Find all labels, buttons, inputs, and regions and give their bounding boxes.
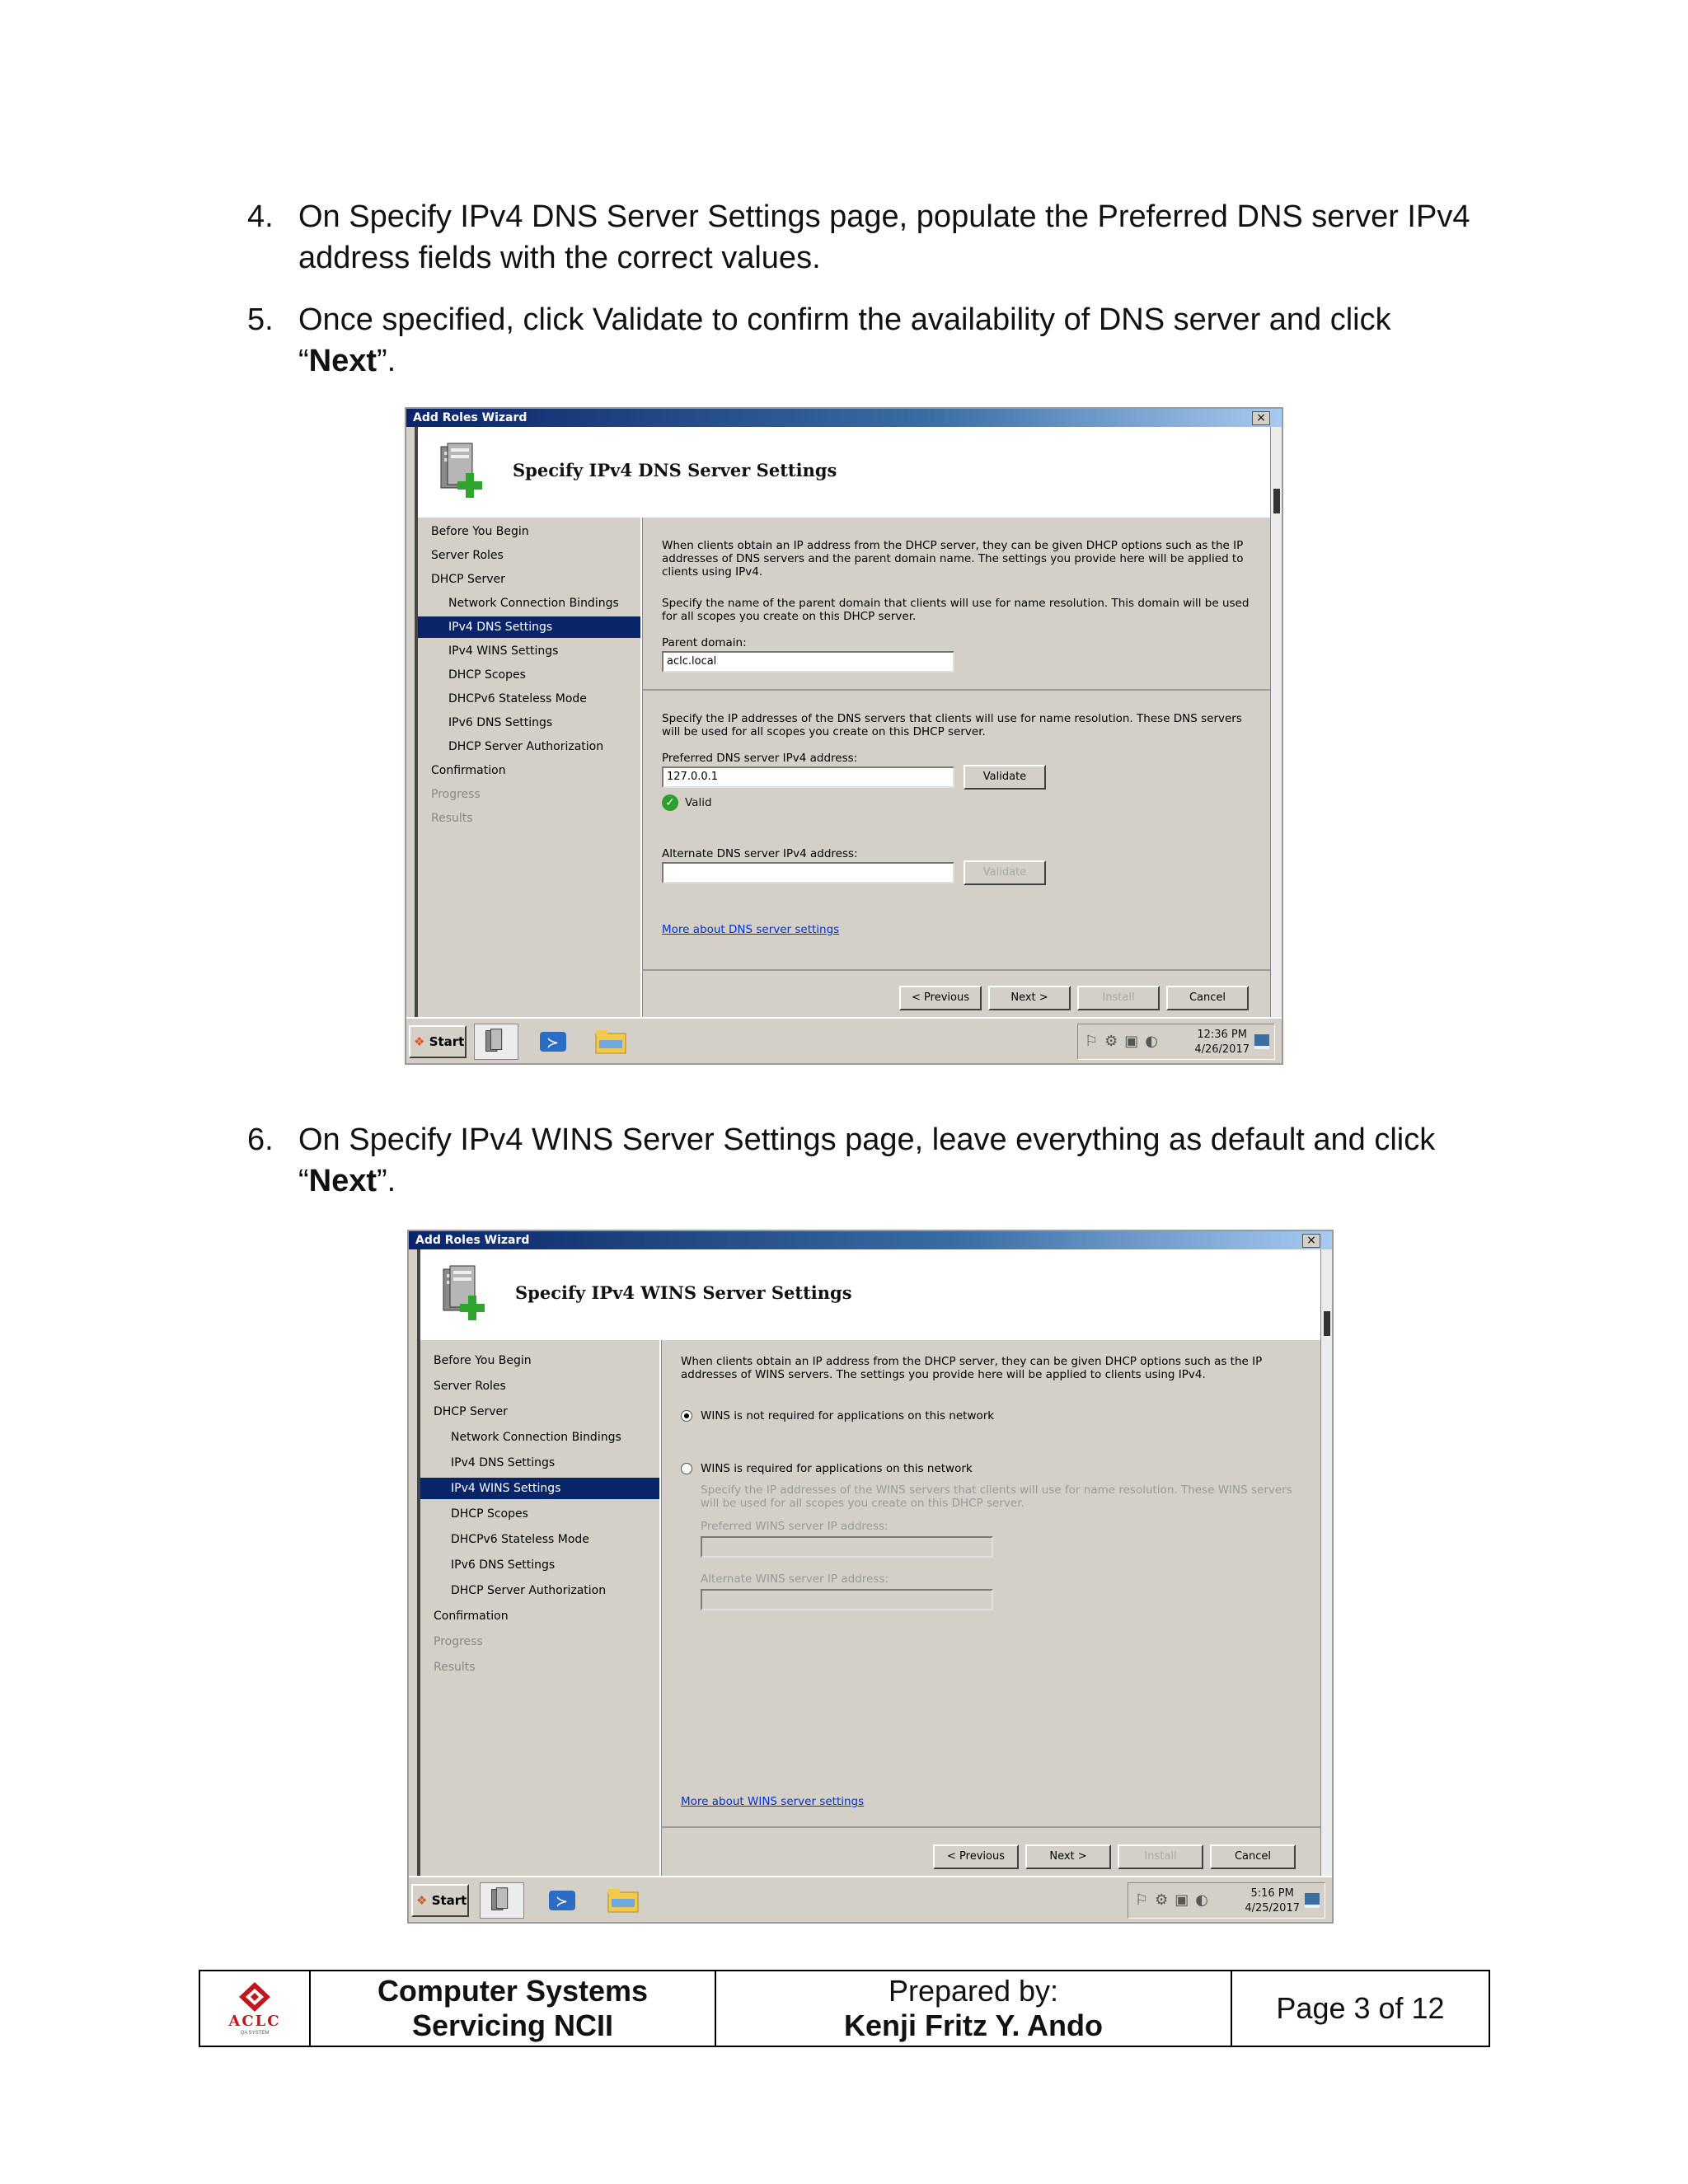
window-title-bar	[406, 409, 1282, 427]
start-button[interactable]: ❖ Start	[411, 1884, 469, 1917]
wizard-header	[415, 427, 1270, 518]
step-6	[247, 1119, 1484, 1202]
divider	[642, 969, 1270, 971]
parent-domain-input[interactable]: aclc.local	[662, 651, 954, 673]
parent-domain-description: Specify the name of the parent domain that clients will use for name resolution. This domain will be used for all scopes you create on this DHCP server.	[662, 597, 1250, 623]
previous-button[interactable]: < Previous	[933, 1844, 1019, 1869]
step-text: On Specify IPv4 DNS Server Settings page, populate the Preferred DNS server IPv4 address fields with the correct values.	[298, 199, 1470, 275]
wins-description: Specify the IP addresses of the WINS servers that clients will use for name resolution. These WINS servers will be used for all scopes you create on this DHCP server.	[701, 1483, 1292, 1510]
next-emphasis: Next	[308, 1164, 377, 1198]
prepared-name: Kenji Fritz Y. Ando	[843, 2008, 1103, 2042]
scrollbar[interactable]	[1270, 427, 1282, 1017]
page-title: Specify IPv4 WINS Server Settings	[515, 1282, 852, 1303]
course-title-cell	[311, 1971, 716, 2046]
radio-icon[interactable]	[681, 1463, 692, 1474]
svg-text:≻: ≻	[556, 1893, 569, 1910]
nav-item: Results	[431, 812, 473, 825]
intro-text: When clients obtain an IP address from the DHCP server, they can be given DHCP options such as the IP addresses of DNS servers and the parent domain name. The settings you provide here will be applied to clients using IPv4.	[662, 539, 1244, 579]
nav-item[interactable]: DHCP Server Authorization	[448, 740, 604, 753]
validate-button-disabled: Validate	[964, 860, 1046, 885]
nav-item[interactable]: IPv4 WINS Settings	[448, 644, 559, 658]
dns-description: Specify the IP addresses of the DNS servers that clients will use for name resolution. These DNS servers will be used for all scopes you create on this DHCP server.	[662, 712, 1242, 738]
step-number: 4.	[247, 199, 274, 234]
show-desktop-icon[interactable]	[1254, 1034, 1269, 1049]
more-info-link[interactable]: More about DNS server settings	[662, 923, 840, 936]
powershell-icon[interactable]	[530, 1024, 574, 1060]
divider	[642, 689, 1270, 691]
server-add-icon	[436, 442, 487, 499]
step-text: Once specified, click Validate to confirm the availability of DNS server and click “Next”.	[298, 302, 1391, 378]
install-button: Install	[1118, 1844, 1203, 1869]
nav-item[interactable]: DHCPv6 Stateless Mode	[451, 1533, 589, 1546]
nav-item[interactable]: IPv4 DNS Settings	[451, 1456, 556, 1469]
clock[interactable]: 12:36 PM 4/26/2017	[1194, 1029, 1250, 1056]
preferred-dns-input[interactable]: 127.0.0.1	[662, 766, 954, 788]
windows-flag-icon: ❖	[414, 1034, 425, 1049]
valid-status: ✓ Valid	[662, 794, 712, 811]
page-title: Specify IPv4 DNS Server Settings	[513, 460, 837, 480]
button-row	[933, 1843, 1304, 1871]
wizard-content	[640, 518, 1270, 1017]
install-button: Install	[1077, 986, 1160, 1010]
nav-item[interactable]: DHCP Server	[431, 573, 505, 586]
nav-item[interactable]: DHCP Scopes	[448, 668, 526, 682]
nav-item: Progress	[434, 1635, 483, 1648]
dns-settings-screenshot	[405, 407, 1283, 1065]
next-button[interactable]: Next >	[1025, 1844, 1111, 1869]
nav-item-selected[interactable]: IPv4 DNS Settings	[418, 616, 640, 638]
explorer-folder-icon[interactable]	[600, 1882, 645, 1919]
nav-item[interactable]: IPv6 DNS Settings	[448, 716, 553, 729]
nav-item-selected[interactable]: IPv4 WINS Settings	[420, 1478, 659, 1499]
wizard-nav	[420, 1340, 659, 1876]
close-icon[interactable]: ×	[1252, 411, 1270, 425]
alternate-wins-label: Alternate WINS server IP address:	[701, 1572, 889, 1586]
check-icon: ✓	[662, 794, 678, 811]
wizard-body	[417, 1340, 1320, 1876]
cancel-button[interactable]: Cancel	[1210, 1844, 1296, 1869]
step-number: 6.	[247, 1122, 274, 1157]
wins-settings-screenshot	[407, 1230, 1334, 1924]
logo-subtext: QA SYSTEM	[240, 2031, 270, 2036]
parent-domain-label: Parent domain:	[662, 636, 747, 649]
more-info-link[interactable]: More about WINS server settings	[681, 1795, 865, 1808]
scroll-thumb[interactable]	[1324, 1311, 1330, 1336]
wizard-nav	[418, 518, 640, 1017]
nav-item[interactable]: Confirmation	[431, 764, 506, 777]
previous-button[interactable]: < Previous	[899, 986, 982, 1010]
next-emphasis: Next	[308, 344, 377, 378]
cancel-button[interactable]: Cancel	[1166, 986, 1249, 1010]
nav-item[interactable]: Before You Begin	[434, 1354, 532, 1367]
step-5	[247, 299, 1484, 382]
wizard-body	[415, 518, 1270, 1017]
page-footer	[199, 1970, 1490, 2047]
server-add-icon	[438, 1264, 490, 1322]
alternate-wins-input	[701, 1589, 993, 1610]
step-text: On Specify IPv4 WINS Server Settings page, leave everything as default and click “Next”.	[298, 1122, 1436, 1198]
next-button[interactable]: Next >	[988, 986, 1071, 1010]
start-button[interactable]: ❖ Start	[409, 1025, 467, 1058]
nav-item: Progress	[431, 788, 481, 801]
nav-item[interactable]: Network Connection Bindings	[448, 597, 619, 610]
divider	[661, 1826, 1320, 1828]
window-title: Add Roles Wizard	[415, 1234, 530, 1247]
wizard-content	[659, 1340, 1320, 1876]
nav-item[interactable]: Network Connection Bindings	[451, 1431, 621, 1444]
radio-selected-icon[interactable]	[681, 1410, 692, 1422]
page-number: Page 3 of 12	[1276, 1991, 1445, 2025]
preferred-wins-label: Preferred WINS server IP address:	[701, 1520, 889, 1533]
validate-button[interactable]: Validate	[964, 765, 1046, 790]
taskbar	[406, 1017, 1282, 1063]
step-number: 5.	[247, 302, 274, 337]
button-row	[899, 984, 1254, 1012]
nav-item[interactable]: Confirmation	[434, 1610, 509, 1623]
step-4	[247, 196, 1484, 279]
logo-text: ACLC	[228, 2013, 281, 2030]
nav-item[interactable]: Before You Begin	[431, 525, 529, 538]
alternate-dns-label: Alternate DNS server IPv4 address:	[662, 847, 858, 860]
show-desktop-icon[interactable]	[1305, 1893, 1320, 1908]
preferred-wins-input	[701, 1536, 993, 1558]
prepared-label: Prepared by:	[888, 1974, 1059, 2008]
scrollbar[interactable]	[1320, 1249, 1332, 1876]
intro-text: When clients obtain an IP address from the DHCP server, they can be given DHCP options such as the IP addresses of WINS servers. The settings you provide here will be applied to clients using IPv4.	[681, 1355, 1263, 1381]
nav-item[interactable]: Server Roles	[434, 1380, 506, 1393]
course-line-1: Computer Systems	[377, 1974, 649, 2008]
windows-flag-icon: ❖	[416, 1893, 428, 1908]
server-manager-icon[interactable]	[474, 1024, 518, 1060]
nav-item[interactable]: DHCPv6 Stateless Mode	[448, 692, 587, 705]
svg-text:≻: ≻	[546, 1034, 560, 1052]
wins-not-required-option[interactable]: WINS is not required for applications on this network	[681, 1409, 994, 1422]
powershell-icon[interactable]	[539, 1882, 584, 1919]
window-title: Add Roles Wizard	[413, 411, 528, 424]
system-tray	[1128, 1882, 1325, 1919]
close-icon[interactable]: ×	[1302, 1234, 1320, 1248]
nav-item[interactable]: DHCP Server Authorization	[451, 1584, 607, 1597]
server-manager-icon[interactable]	[480, 1882, 524, 1919]
tray-icons[interactable]: ⚐⚙▣◐	[1085, 1033, 1165, 1050]
system-tray	[1077, 1024, 1275, 1060]
alternate-dns-input[interactable]	[662, 862, 954, 883]
wizard-header	[417, 1249, 1320, 1340]
nav-item[interactable]: DHCP Server	[434, 1405, 508, 1418]
course-line-2: Servicing NCII	[411, 2008, 614, 2042]
clock[interactable]: 5:16 PM 4/25/2017	[1245, 1887, 1300, 1915]
aclc-logo-icon	[236, 1980, 274, 2013]
window-title-bar	[409, 1231, 1332, 1249]
nav-item[interactable]: DHCP Scopes	[451, 1507, 528, 1521]
preferred-dns-label: Preferred DNS server IPv4 address:	[662, 752, 858, 765]
taskbar	[409, 1876, 1332, 1922]
prepared-by-cell	[716, 1971, 1232, 2046]
tray-icons[interactable]: ⚐⚙▣◐	[1135, 1891, 1215, 1909]
nav-item[interactable]: IPv6 DNS Settings	[451, 1558, 556, 1572]
footer-logo-cell	[200, 1971, 311, 2046]
wins-required-option[interactable]: WINS is required for applications on this network	[681, 1462, 973, 1475]
explorer-folder-icon[interactable]	[588, 1024, 632, 1060]
page-number-cell	[1232, 1971, 1489, 2046]
nav-item: Results	[434, 1661, 476, 1674]
nav-item[interactable]: Server Roles	[431, 549, 504, 562]
scroll-thumb[interactable]	[1273, 489, 1280, 513]
